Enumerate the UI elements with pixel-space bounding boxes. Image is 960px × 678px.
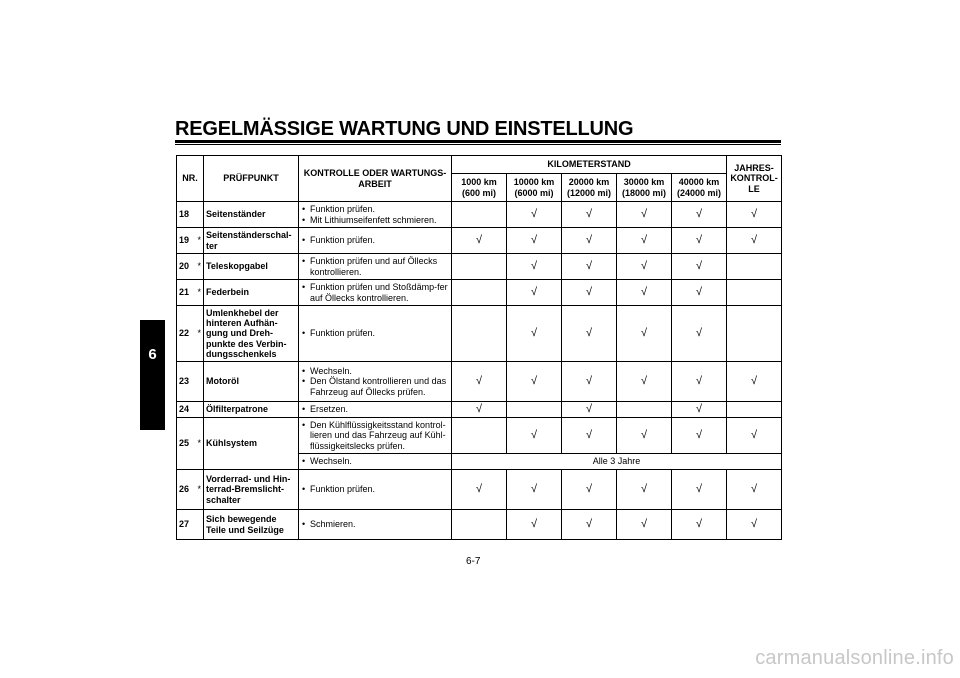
check-cell: √ (507, 470, 562, 510)
row-item: Federbein (204, 280, 299, 306)
maintenance-table (176, 155, 782, 540)
check-cell: √ (562, 510, 617, 540)
check-cell (727, 402, 782, 418)
check-cell: √ (562, 306, 617, 362)
watermark: carmanualsonline.info (755, 647, 954, 669)
table-row (177, 402, 782, 418)
header-km-group: KILOMETERSTAND (452, 156, 727, 174)
row-star: * (196, 254, 204, 280)
header-annual: JAHRES-KONTROL-LE (727, 156, 782, 202)
work-step: • Schmieren. (310, 519, 449, 529)
check-cell: √ (617, 228, 672, 254)
work-step: • Den Ölstand kontrollieren und das Fahrzeug auf Öllecks prüfen. (310, 376, 449, 397)
header-km-3: 30000 km (18000 mi) (617, 174, 672, 202)
row-star (196, 362, 204, 402)
table-row (177, 202, 782, 228)
check-cell: √ (617, 202, 672, 228)
row-number: 25 (177, 418, 196, 470)
check-cell: √ (617, 280, 672, 306)
work-step: • Mit Lithiumseifenfett schmieren. (310, 215, 449, 225)
check-cell: √ (672, 228, 727, 254)
check-cell (452, 280, 507, 306)
check-cell: √ (562, 280, 617, 306)
row-work (299, 362, 452, 402)
row-item: Umlenkhebel der hinteren Aufhän-gung und Dreh-punkte des Verbin-dungsschenkels (204, 306, 299, 362)
check-cell (727, 254, 782, 280)
check-cell (507, 402, 562, 418)
table-row (177, 306, 782, 362)
work-step: • Funktion prüfen und Stoßdämp-fer auf Öllecks kontrollieren. (310, 282, 449, 303)
row-item: Sich bewegende Teile und Seilzüge (204, 510, 299, 540)
row-number: 27 (177, 510, 196, 540)
row-star (196, 510, 204, 540)
check-cell (452, 510, 507, 540)
check-cell: √ (452, 470, 507, 510)
check-cell: √ (672, 402, 727, 418)
row-item: Seitenständerschal-ter (204, 228, 299, 254)
work-step: • Funktion prüfen. (310, 235, 449, 245)
check-cell: √ (507, 418, 562, 454)
work-step: • Wechseln. (310, 456, 449, 466)
row-number: 22 (177, 306, 196, 362)
check-cell (452, 254, 507, 280)
check-cell (727, 306, 782, 362)
check-cell: √ (562, 254, 617, 280)
header-km-0: 1000 km (600 mi) (452, 174, 507, 202)
check-cell: √ (672, 510, 727, 540)
check-cell (617, 402, 672, 418)
work-step: • Wechseln. (310, 366, 449, 376)
table-row (177, 254, 782, 280)
row-number: 24 (177, 402, 196, 418)
row-item: Seitenständer (204, 202, 299, 228)
row-star: * (196, 418, 204, 470)
work-step: • Funktion prüfen. (310, 328, 449, 338)
title-rule-thin (175, 144, 781, 145)
row-item: Ölfilterpatrone (204, 402, 299, 418)
check-cell: √ (617, 306, 672, 362)
page-number: 6-7 (466, 556, 481, 567)
work-step: • Funktion prüfen. (310, 204, 449, 214)
row-item: Vorderrad- und Hin-terrad-Bremslicht-schalter (204, 470, 299, 510)
table-row (177, 418, 782, 454)
check-cell: √ (452, 402, 507, 418)
check-cell: √ (507, 228, 562, 254)
check-cell: √ (727, 202, 782, 228)
check-cell: √ (727, 228, 782, 254)
row-work (299, 280, 452, 306)
check-cell: √ (727, 362, 782, 402)
check-cell: √ (617, 418, 672, 454)
check-cell (452, 202, 507, 228)
row-number: 23 (177, 362, 196, 402)
header-work: KONTROLLE ODER WARTUNGS-ARBEIT (299, 156, 452, 202)
check-cell: √ (617, 470, 672, 510)
page-title: REGELMÄSSIGE WARTUNG UND EINSTELLUNG (175, 118, 634, 140)
check-cell: √ (562, 362, 617, 402)
row-number: 19 (177, 228, 196, 254)
check-cell: √ (507, 202, 562, 228)
row-work (299, 202, 452, 228)
check-cell (452, 418, 507, 454)
row-item: Kühlsystem (204, 418, 299, 470)
table-row (177, 362, 782, 402)
row-star (196, 402, 204, 418)
row-number: 21 (177, 280, 196, 306)
row-star: * (196, 228, 204, 254)
check-cell: √ (727, 510, 782, 540)
check-cell: √ (672, 254, 727, 280)
check-cell: √ (672, 202, 727, 228)
check-cell: √ (672, 280, 727, 306)
table-row (177, 470, 782, 510)
title-rule (175, 140, 781, 143)
table-row (177, 510, 782, 540)
row-star: * (196, 306, 204, 362)
check-cell: √ (507, 280, 562, 306)
check-cell: √ (562, 470, 617, 510)
row-star: * (196, 470, 204, 510)
row-work (299, 254, 452, 280)
check-cell: √ (672, 362, 727, 402)
work-step: • Ersetzen. (310, 404, 449, 414)
check-cell: √ (507, 510, 562, 540)
row-work (299, 306, 452, 362)
header-km-2: 20000 km (12000 mi) (562, 174, 617, 202)
row-number: 26 (177, 470, 196, 510)
row-work (299, 402, 452, 418)
row-work (299, 470, 452, 510)
header-km-1: 10000 km (6000 mi) (507, 174, 562, 202)
check-cell: √ (507, 306, 562, 362)
header-item: PRÜFPUNKT (204, 156, 299, 202)
check-cell: √ (452, 362, 507, 402)
row-number: 20 (177, 254, 196, 280)
check-cell (452, 306, 507, 362)
check-cell: √ (617, 362, 672, 402)
row-work (299, 418, 452, 454)
check-cell: √ (507, 362, 562, 402)
work-step: • Den Kühlflüssigkeitsstand kontrol-lieren und das Fahrzeug auf Kühl-flüssigkeitslecks prüfen. (310, 420, 449, 451)
row-work (299, 454, 452, 470)
check-cell: √ (562, 402, 617, 418)
check-cell: √ (507, 254, 562, 280)
check-cell: √ (562, 228, 617, 254)
check-cell: √ (672, 470, 727, 510)
work-step: • Funktion prüfen und auf Öllecks kontrollieren. (310, 256, 449, 277)
check-cell: √ (672, 418, 727, 454)
check-cell: √ (727, 470, 782, 510)
table-row (177, 280, 782, 306)
row-number: 18 (177, 202, 196, 228)
row-work (299, 510, 452, 540)
check-cell: √ (562, 418, 617, 454)
check-cell: √ (672, 306, 727, 362)
interval-note: Alle 3 Jahre (452, 454, 782, 470)
row-star (196, 202, 204, 228)
row-item: Teleskopgabel (204, 254, 299, 280)
row-work (299, 228, 452, 254)
check-cell: √ (452, 228, 507, 254)
table-row (177, 228, 782, 254)
check-cell (727, 280, 782, 306)
header-nr: NR. (177, 156, 204, 202)
check-cell: √ (617, 510, 672, 540)
header-km-4: 40000 km (24000 mi) (672, 174, 727, 202)
row-item: Motoröl (204, 362, 299, 402)
work-step: • Funktion prüfen. (310, 484, 449, 494)
check-cell: √ (617, 254, 672, 280)
check-cell: √ (727, 418, 782, 454)
chapter-tab: 6 (140, 320, 165, 430)
check-cell: √ (562, 202, 617, 228)
row-star: * (196, 280, 204, 306)
